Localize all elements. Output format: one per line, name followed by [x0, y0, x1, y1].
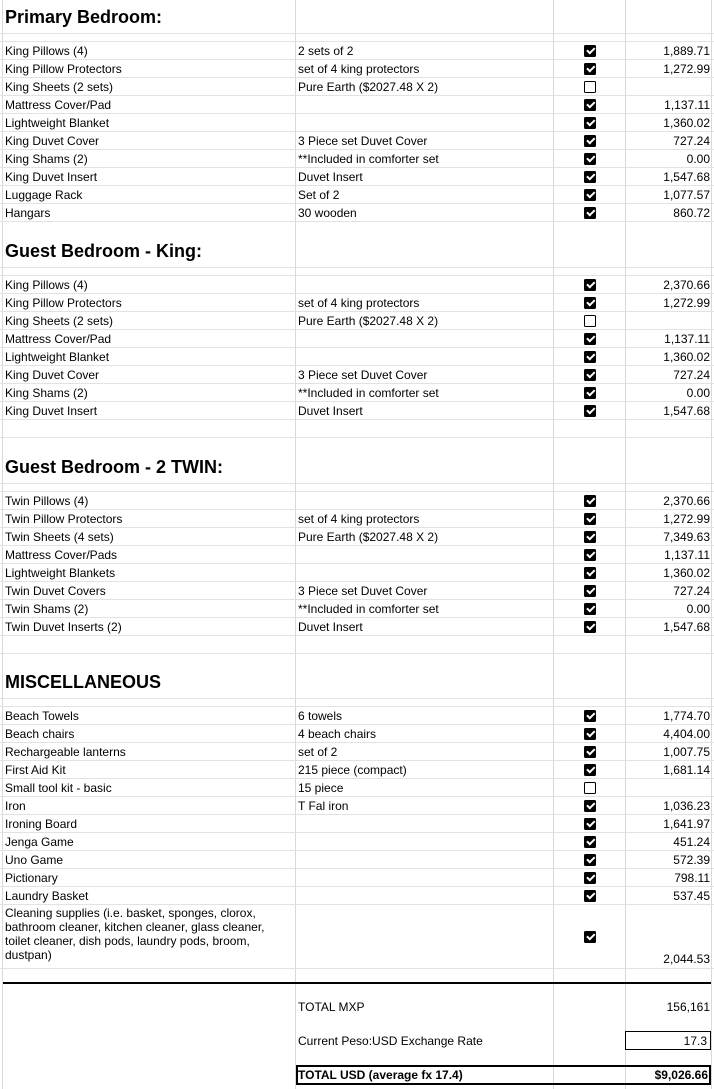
item-checkbox-cell [582, 905, 598, 968]
item-note[interactable] [298, 564, 550, 581]
item-note[interactable]: **Included in comforter set [298, 385, 439, 400]
table-row [0, 528, 714, 546]
item-amount[interactable]: 7,349.63 [663, 529, 710, 544]
table-row [0, 546, 714, 564]
item-name[interactable]: Cleaning supplies (i.e. basket, sponges, clorox, bathroom cleaner, kitchen cleaner, glass cleaner, toilet cleaner, dish pods, laundry pods, broom, dustpan) [5, 906, 265, 962]
item-name[interactable]: King Duvet Insert [5, 169, 98, 184]
checkbox-unchecked-icon[interactable] [584, 81, 596, 93]
item-amount[interactable]: 798.11 [674, 870, 710, 885]
checkbox-checked-icon[interactable] [584, 800, 596, 812]
item-name[interactable]: Lightweight Blankets [5, 565, 116, 580]
table-row [0, 779, 714, 797]
item-note[interactable]: Pure Earth ($2027.48 X 2) [298, 529, 439, 544]
item-checkbox-cell [582, 366, 598, 383]
item-note[interactable]: set of 4 king protectors [298, 511, 420, 526]
item-amount[interactable]: 1,547.68 [663, 403, 710, 418]
item-amount[interactable]: 1,036.23 [663, 798, 710, 813]
item-checkbox-cell [582, 707, 598, 724]
item-name[interactable]: First Aid Kit [5, 762, 66, 777]
item-name[interactable]: Jenga Game [5, 834, 74, 849]
item-name[interactable]: Mattress Cover/Pads [5, 547, 118, 562]
item-amount[interactable]: 1,272.99 [663, 295, 710, 310]
item-name[interactable]: King Duvet Insert [5, 403, 98, 418]
section-header-row [0, 234, 714, 268]
item-note[interactable] [298, 833, 550, 850]
checkbox-checked-icon[interactable] [584, 207, 596, 219]
item-note[interactable]: 3 Piece set Duvet Cover [298, 367, 428, 382]
item-note[interactable] [298, 348, 550, 365]
total-mxp-value[interactable]: 156,161 [666, 1000, 710, 1014]
item-amount[interactable]: 1,641.97 [663, 816, 710, 831]
item-amount[interactable]: 1,007.75 [663, 744, 710, 759]
checkbox-checked-icon[interactable] [584, 153, 596, 165]
item-name[interactable]: Twin Pillow Protectors [5, 511, 123, 526]
blank-row [0, 420, 714, 438]
table-row [0, 492, 714, 510]
table-row [0, 510, 714, 528]
item-name[interactable]: King Sheets (2 sets) [5, 79, 114, 94]
checkbox-checked-icon[interactable] [584, 369, 596, 381]
item-checkbox-cell [582, 96, 598, 113]
item-note[interactable] [298, 546, 550, 563]
item-note[interactable]: Set of 2 [298, 187, 340, 202]
item-amount[interactable]: 572.39 [673, 852, 710, 867]
table-row [0, 78, 714, 96]
item-note[interactable]: Duvet Insert [298, 403, 363, 418]
item-note[interactable] [298, 905, 550, 968]
table-row [0, 348, 714, 366]
checkbox-checked-icon[interactable] [584, 585, 596, 597]
item-checkbox-cell [582, 348, 598, 365]
item-amount[interactable]: 727.24 [673, 133, 710, 148]
checkbox-checked-icon[interactable] [584, 171, 596, 183]
item-note[interactable]: Duvet Insert [298, 619, 363, 634]
item-note[interactable]: 15 piece [298, 780, 344, 795]
item-amount[interactable] [626, 779, 710, 796]
table-row [0, 330, 714, 348]
item-checkbox-cell [582, 186, 598, 203]
total-usd-row [0, 1065, 714, 1085]
item-name[interactable]: King Pillow Protectors [5, 295, 122, 310]
checkbox-checked-icon[interactable] [584, 279, 596, 291]
item-name[interactable]: King Pillow Protectors [5, 61, 122, 76]
checkbox-checked-icon[interactable] [584, 854, 596, 866]
item-name[interactable]: King Sheets (2 sets) [5, 313, 114, 328]
checkbox-checked-icon[interactable] [584, 135, 596, 147]
table-row [0, 797, 714, 815]
item-checkbox-cell [582, 851, 598, 868]
checkbox-checked-icon[interactable] [584, 63, 596, 75]
checkbox-checked-icon[interactable] [584, 297, 596, 309]
item-name[interactable]: King Duvet Cover [5, 133, 100, 148]
table-row [0, 366, 714, 384]
item-note[interactable]: 3 Piece set Duvet Cover [298, 583, 428, 598]
item-amount[interactable] [626, 312, 710, 329]
item-checkbox-cell [582, 78, 598, 95]
item-checkbox-cell [582, 330, 598, 347]
item-name[interactable]: Mattress Cover/Pad [5, 97, 112, 112]
item-amount[interactable]: 1,547.68 [663, 169, 710, 184]
table-row [0, 276, 714, 294]
checkbox-checked-icon[interactable] [584, 549, 596, 561]
item-note[interactable]: 4 beach chairs [298, 726, 377, 741]
item-amount[interactable]: 1,889.71 [663, 43, 710, 58]
item-name[interactable]: Lightweight Blanket [5, 115, 110, 130]
total-usd-value[interactable]: $9,026.66 [654, 1068, 708, 1082]
item-note[interactable]: Pure Earth ($2027.48 X 2) [298, 79, 439, 94]
table-row [0, 887, 714, 905]
item-checkbox-cell [582, 887, 598, 904]
section-title[interactable]: Primary Bedroom: [5, 6, 163, 27]
checkbox-checked-icon[interactable] [584, 117, 596, 129]
table-row [0, 96, 714, 114]
checkbox-checked-icon[interactable] [584, 495, 596, 507]
item-note[interactable] [298, 114, 550, 131]
item-checkbox-cell [582, 618, 598, 635]
item-note[interactable] [298, 276, 550, 293]
table-row [0, 815, 714, 833]
item-name[interactable]: Rechargeable lanterns [5, 744, 126, 759]
fx-rate-row [0, 1031, 714, 1050]
item-checkbox-cell [582, 743, 598, 760]
table-row [0, 384, 714, 402]
item-note[interactable] [298, 96, 550, 113]
table-row [0, 707, 714, 725]
item-amount[interactable]: 451.24 [673, 834, 710, 849]
table-row [0, 725, 714, 743]
checkbox-checked-icon[interactable] [584, 189, 596, 201]
item-name[interactable]: Laundry Basket [5, 888, 89, 903]
item-amount[interactable]: 1,681.14 [663, 762, 710, 777]
item-name[interactable]: Uno Game [5, 852, 64, 867]
item-name[interactable]: Luggage Rack [5, 187, 83, 202]
item-note[interactable]: 3 Piece set Duvet Cover [298, 133, 428, 148]
item-checkbox-cell [582, 384, 598, 401]
item-amount[interactable]: 1,137.11 [664, 331, 710, 346]
spacer-row [0, 268, 714, 276]
item-checkbox-cell [582, 60, 598, 77]
checkbox-checked-icon[interactable] [584, 333, 596, 345]
item-note[interactable]: set of 2 [298, 744, 338, 759]
item-checkbox-cell [582, 492, 598, 509]
item-checkbox-cell [582, 132, 598, 149]
checkbox-checked-icon[interactable] [584, 387, 596, 399]
spacer-row [0, 484, 714, 492]
item-checkbox-cell [582, 546, 598, 563]
item-checkbox-cell [582, 797, 598, 814]
checkbox-checked-icon[interactable] [584, 890, 596, 902]
table-row [0, 186, 714, 204]
item-amount[interactable]: 727.24 [673, 583, 710, 598]
item-amount[interactable]: 4,404.00 [663, 726, 710, 741]
section-title[interactable]: Guest Bedroom - King: [5, 240, 202, 261]
table-row [0, 42, 714, 60]
item-checkbox-cell [582, 402, 598, 419]
item-name[interactable]: Mattress Cover/Pad [5, 331, 112, 346]
item-checkbox-cell [582, 725, 598, 742]
checkbox-checked-icon[interactable] [584, 45, 596, 57]
checkbox-checked-icon[interactable] [584, 872, 596, 884]
table-row [0, 869, 714, 887]
item-checkbox-cell [582, 600, 598, 617]
fx-rate-label: Current Peso:USD Exchange Rate [298, 1033, 483, 1048]
spacer-row [0, 699, 714, 707]
item-checkbox-cell [582, 779, 598, 796]
item-name[interactable]: King Duvet Cover [5, 367, 100, 382]
item-name[interactable]: Beach chairs [5, 726, 75, 741]
total-mxp-row [0, 998, 714, 1016]
item-name[interactable]: King Shams (2) [5, 385, 88, 400]
item-name[interactable]: Lightweight Blanket [5, 349, 110, 364]
item-checkbox-cell [582, 761, 598, 778]
item-checkbox-cell [582, 42, 598, 59]
item-amount[interactable]: 537.45 [673, 888, 710, 903]
table-row [0, 402, 714, 420]
item-note[interactable]: Duvet Insert [298, 169, 363, 184]
item-note[interactable]: 2 sets of 2 [298, 43, 354, 58]
item-name[interactable]: Small tool kit - basic [5, 780, 112, 795]
item-amount[interactable]: 0.00 [686, 601, 710, 616]
checkbox-checked-icon[interactable] [584, 405, 596, 417]
item-note[interactable]: **Included in comforter set [298, 151, 439, 166]
table-row [0, 582, 714, 600]
item-note[interactable]: **Included in comforter set [298, 601, 439, 616]
total-mxp-label: TOTAL MXP [298, 1000, 365, 1014]
item-checkbox-cell [582, 150, 598, 167]
item-note[interactable]: set of 4 king protectors [298, 61, 420, 76]
table-row [0, 600, 714, 618]
item-amount[interactable]: 2,370.66 [663, 277, 710, 292]
checkbox-checked-icon[interactable] [584, 531, 596, 543]
checkbox-checked-icon[interactable] [584, 513, 596, 525]
item-checkbox-cell [582, 510, 598, 527]
item-note[interactable]: 215 piece (compact) [298, 762, 407, 777]
item-amount[interactable]: 2,044.53 [663, 952, 710, 966]
checkbox-checked-icon[interactable] [584, 818, 596, 830]
item-name[interactable]: Twin Pillows (4) [5, 493, 89, 508]
item-amount[interactable]: 2,370.66 [663, 493, 710, 508]
item-amount[interactable]: 1,360.02 [663, 565, 710, 580]
table-row [0, 168, 714, 186]
item-amount[interactable]: 1,774.70 [663, 708, 710, 723]
checkbox-checked-icon[interactable] [584, 621, 596, 633]
checkbox-checked-icon[interactable] [584, 836, 596, 848]
item-note[interactable]: 30 wooden [298, 205, 357, 220]
checkbox-checked-icon[interactable] [584, 99, 596, 111]
table-row [0, 114, 714, 132]
item-amount[interactable]: 1,360.02 [663, 349, 710, 364]
item-note[interactable] [298, 851, 550, 868]
table-row [0, 312, 714, 330]
table-row [0, 204, 714, 222]
spacer-row [0, 34, 714, 42]
item-amount[interactable] [626, 78, 710, 95]
item-name[interactable]: Ironing Board [5, 816, 78, 831]
checkbox-checked-icon[interactable] [584, 728, 596, 740]
item-note[interactable] [298, 815, 550, 832]
item-name[interactable]: Pictionary [5, 870, 58, 885]
section-title[interactable]: Guest Bedroom - 2 TWIN: [5, 456, 224, 477]
totals-separator [3, 982, 711, 984]
item-note[interactable] [298, 330, 550, 347]
item-checkbox-cell [582, 312, 598, 329]
checkbox-checked-icon[interactable] [584, 746, 596, 758]
item-checkbox-cell [582, 528, 598, 545]
item-note[interactable]: set of 4 king protectors [298, 295, 420, 310]
checkbox-checked-icon[interactable] [584, 567, 596, 579]
item-checkbox-cell [582, 869, 598, 886]
item-name[interactable]: Twin Duvet Covers [5, 583, 106, 598]
checkbox-unchecked-icon[interactable] [584, 315, 596, 327]
table-row [0, 564, 714, 582]
checkbox-checked-icon[interactable] [584, 931, 596, 943]
item-checkbox-cell [582, 168, 598, 185]
fx-rate-value[interactable]: 17.3 [683, 1033, 707, 1048]
checkbox-checked-icon[interactable] [584, 710, 596, 722]
table-row [0, 60, 714, 78]
item-name[interactable]: Twin Sheets (4 sets) [5, 529, 114, 544]
item-amount[interactable]: 0.00 [686, 385, 710, 400]
blank-row [0, 636, 714, 654]
item-checkbox-cell [582, 276, 598, 293]
item-checkbox-cell [582, 815, 598, 832]
item-checkbox-cell [582, 114, 598, 131]
table-row [0, 132, 714, 150]
item-note[interactable]: T Fal iron [298, 798, 349, 813]
total-usd-label: TOTAL USD (average fx 17.4) [298, 1068, 463, 1082]
table-row [0, 833, 714, 851]
item-amount[interactable]: 860.72 [673, 205, 710, 220]
table-row [0, 294, 714, 312]
section-header-row [0, 450, 714, 484]
item-amount[interactable]: 1,547.68 [663, 619, 710, 634]
item-name[interactable]: Twin Duvet Inserts (2) [5, 619, 122, 634]
table-row [0, 905, 714, 969]
item-amount[interactable]: 1,272.99 [663, 511, 710, 526]
item-amount[interactable]: 727.24 [673, 367, 710, 382]
item-note[interactable] [298, 869, 550, 886]
table-row [0, 851, 714, 869]
item-checkbox-cell [582, 582, 598, 599]
item-amount[interactable]: 1,137.11 [664, 97, 710, 112]
item-note[interactable] [298, 887, 550, 904]
item-name[interactable]: King Pillows (4) [5, 43, 88, 58]
item-checkbox-cell [582, 294, 598, 311]
item-amount[interactable]: 1,360.02 [663, 115, 710, 130]
table-row [0, 743, 714, 761]
item-name[interactable]: Iron [5, 798, 26, 813]
table-row [0, 761, 714, 779]
checkbox-unchecked-icon[interactable] [584, 782, 596, 794]
checkbox-checked-icon[interactable] [584, 764, 596, 776]
item-checkbox-cell [582, 564, 598, 581]
checkbox-checked-icon[interactable] [584, 351, 596, 363]
section-title[interactable]: MISCELLANEOUS [5, 671, 162, 692]
item-note[interactable] [298, 492, 550, 509]
item-note[interactable]: 6 towels [298, 708, 343, 723]
item-name[interactable]: Hangars [5, 205, 51, 220]
item-amount[interactable]: 1,272.99 [663, 61, 710, 76]
item-name[interactable]: Beach Towels [5, 708, 79, 723]
item-amount[interactable]: 1,077.57 [663, 187, 710, 202]
item-name[interactable]: King Shams (2) [5, 151, 88, 166]
item-checkbox-cell [582, 204, 598, 221]
table-row [0, 150, 714, 168]
item-amount[interactable]: 1,137.11 [664, 547, 710, 562]
item-note[interactable]: Pure Earth ($2027.48 X 2) [298, 313, 439, 328]
section-header-row [0, 665, 714, 699]
item-checkbox-cell [582, 833, 598, 850]
checkbox-checked-icon[interactable] [584, 603, 596, 615]
item-name[interactable]: King Pillows (4) [5, 277, 88, 292]
table-row [0, 618, 714, 636]
item-amount[interactable]: 0.00 [686, 151, 710, 166]
section-header-row [0, 0, 714, 34]
item-name[interactable]: Twin Shams (2) [5, 601, 89, 616]
